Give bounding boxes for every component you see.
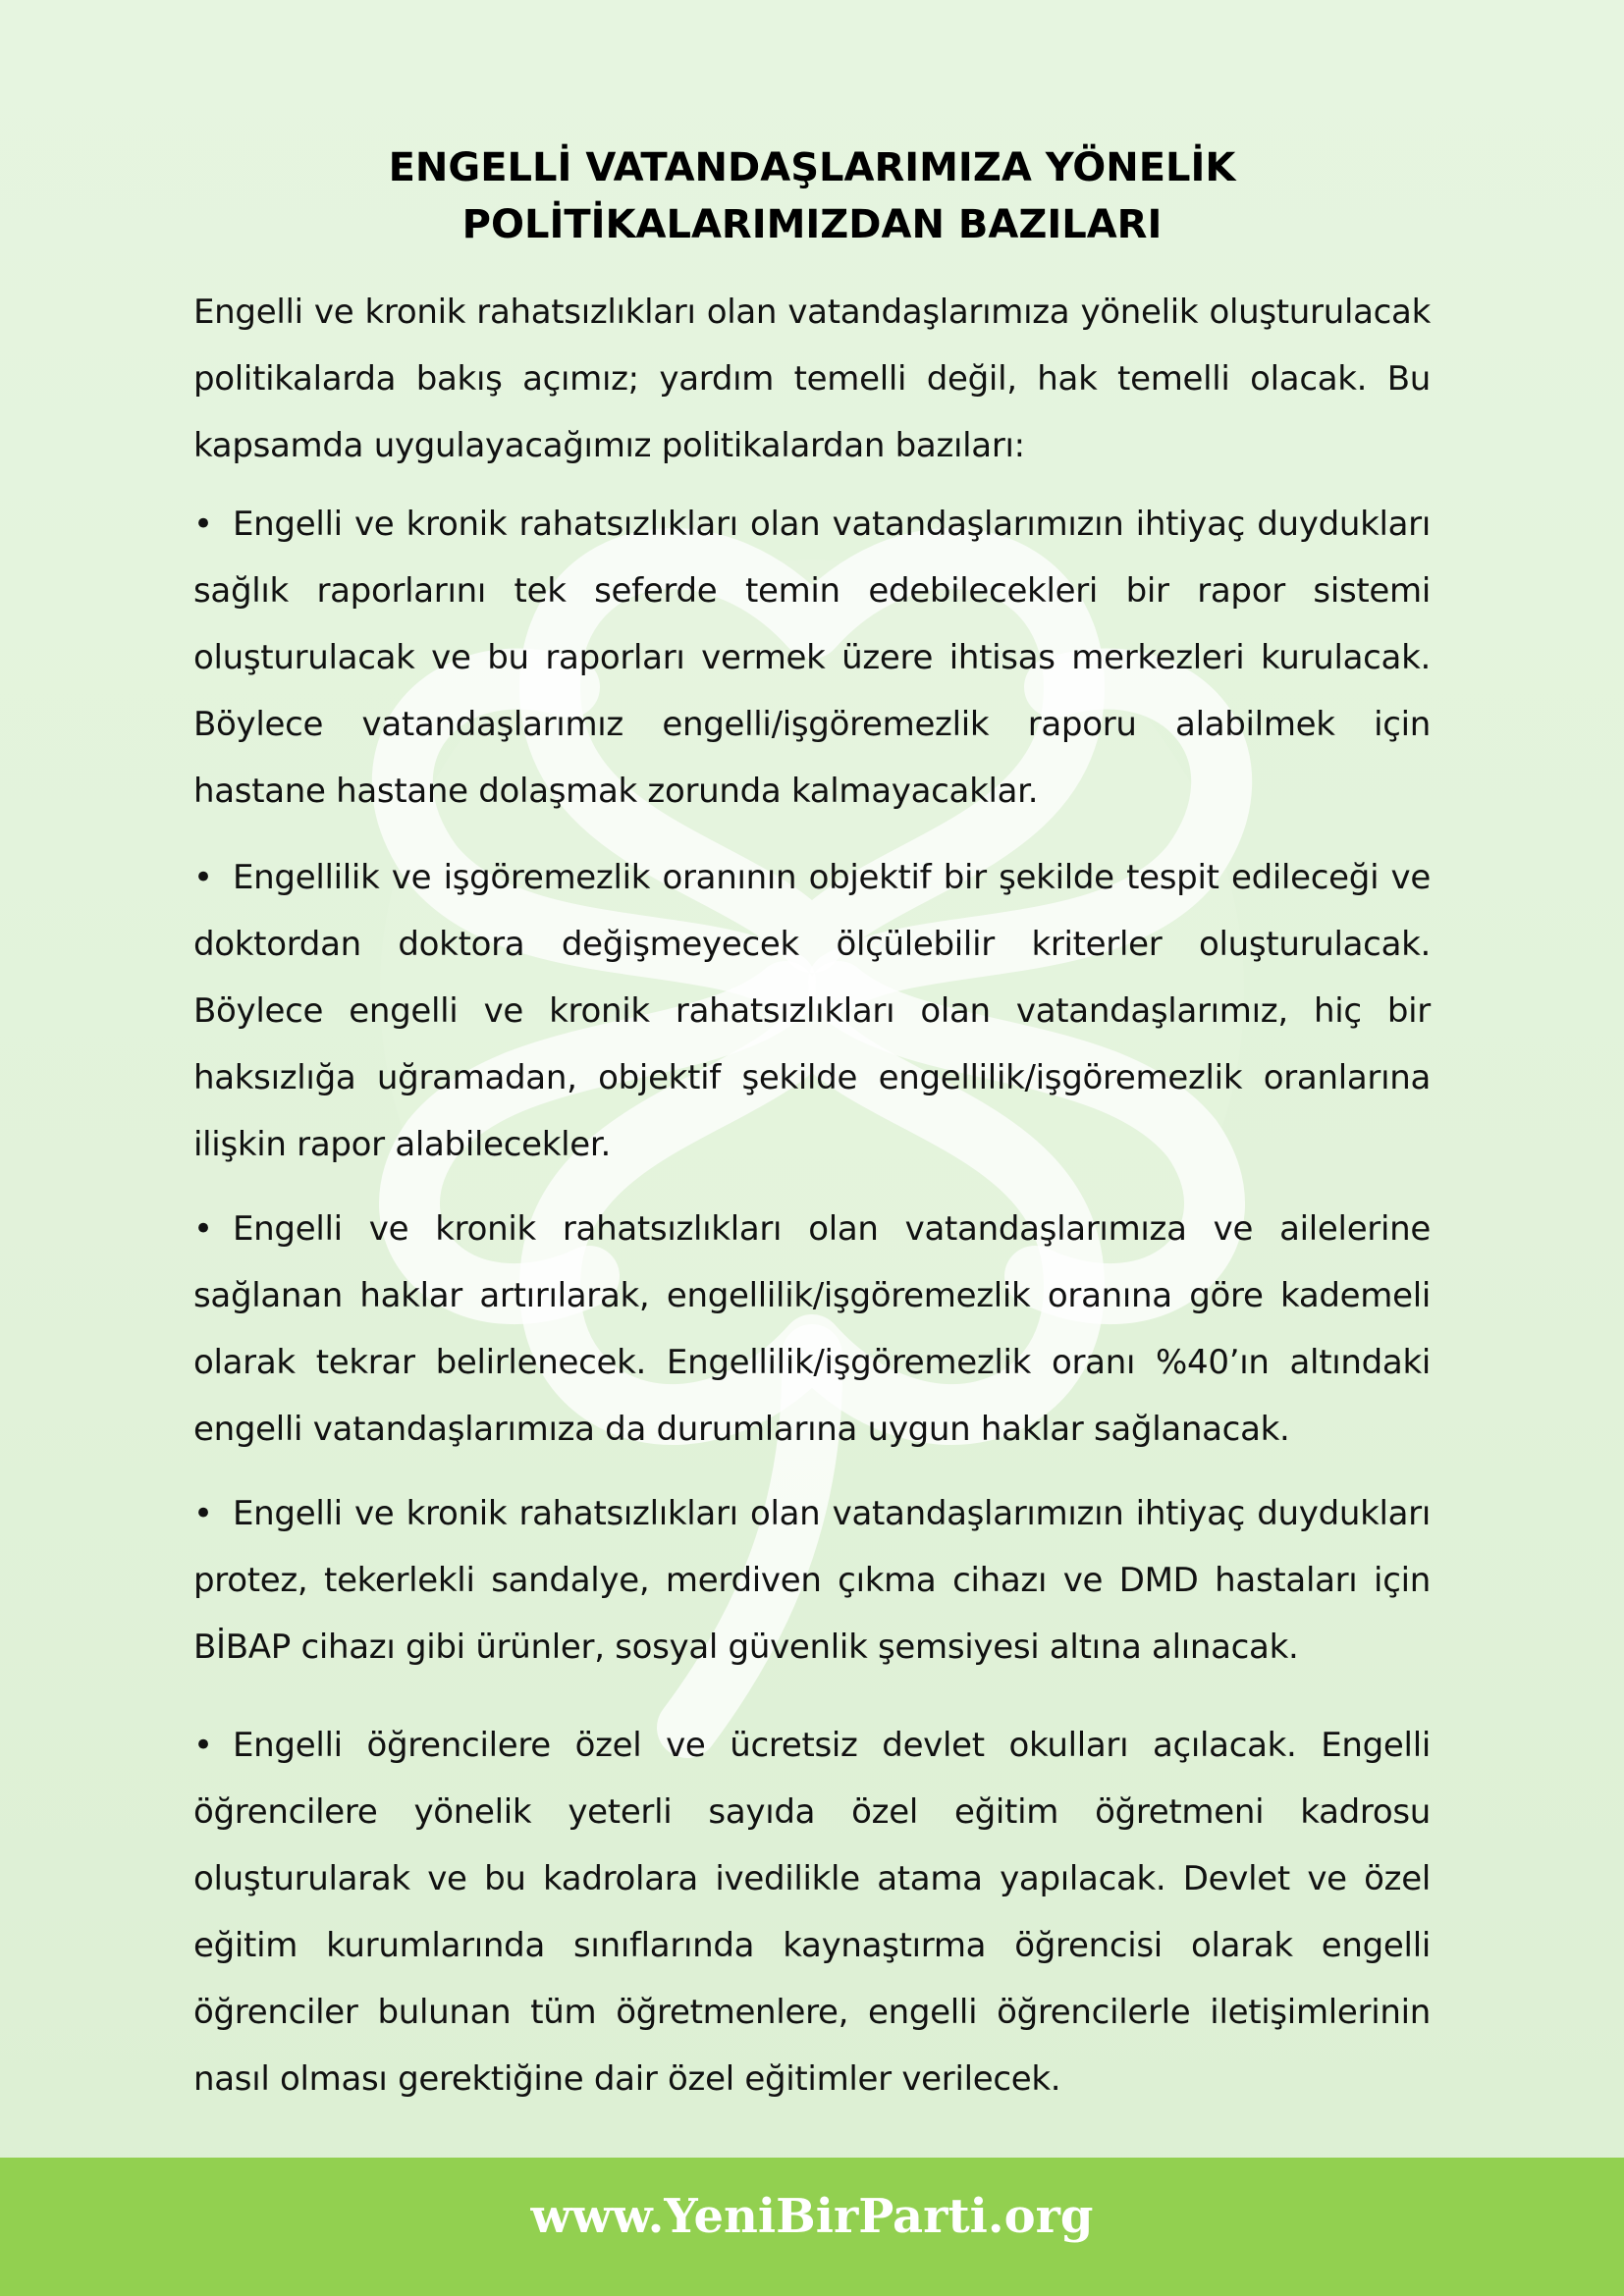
footer-band [0, 2158, 1624, 2296]
bullet-icon: • [193, 1209, 213, 1249]
policy-item-text: Engelli ve kronik rahatsızlıkları olan vatandaşlarımızın ihtiyaç duydukları sağlık raporlarını tek seferde temin edebilecekleri bir rapor sistemi oluşturulacak ve bu raporları vermek üzere ihtisas merkezleri kurulacak. Böylece vatandaşlarımız engelli/işgöremezlik raporu alabilmek için hastane hastane dolaşmak zorunda kalmayacaklar. [193, 505, 1431, 811]
bullet-icon: • [193, 1726, 213, 1765]
bullet-icon: • [193, 858, 213, 897]
policy-item-text: Engelli ve kronik rahatsızlıkları olan vatandaşlarımızın ihtiyaç duydukları protez, tekerlekli sandalye, merdiven çıkma cihazı ve DMD hastaları için BİBAP cihazı gibi ürünler, sosyal güvenlik şemsiyesi altına alınacak. [193, 1494, 1431, 1667]
intro-paragraph: Engelli ve kronik rahatsızlıkları olan vatandaşlarımıza yönelik oluşturulacak politikalarda bakış açımız; yardım temelli değil, hak temelli olacak. Bu kapsamda uygulayacağımız politikalardan bazıları: [193, 293, 1431, 465]
page-title [193, 139, 1431, 253]
policy-item-text: Engelli ve kronik rahatsızlıkları olan vatandaşlarımıza ve ailelerine sağlanan haklar artırılarak, engellilik/işgöremezlik oranına göre kademeli olarak tekrar belirlenecek. Engellilik/işgöremezlik oranı %40’ın altındaki engelli vatandaşlarımıza da durumlarına uygun haklar sağlanacak. [193, 1209, 1431, 1449]
policy-item-text: Engellilik ve işgöremezlik oranının objektif bir şekilde tespit edileceği ve doktordan doktora değişmeyecek ölçülebilir kriterler oluşturulacak. Böylece engelli ve kronik rahatsızlıkları olan vatandaşlarımız, hiç bir haksızlığa uğramadan, objektif şekilde engellilik/işgöremezlik oranlarına ilişkin rapor alabilecekler. [193, 858, 1431, 1164]
policy-item [193, 844, 1431, 1178]
bullet-icon: • [193, 505, 213, 544]
website-link[interactable]: www.YeniBirParti.org [530, 2189, 1094, 2244]
policy-item [193, 491, 1431, 825]
bullet-icon: • [193, 1494, 213, 1533]
title-line-1: ENGELLİ VATANDAŞLARIMIZA YÖNELİK [388, 145, 1236, 190]
title-line-2: POLİTİKALARIMIZDAN BAZILARI [461, 202, 1163, 247]
policy-item [193, 1480, 1431, 1681]
policy-item [193, 1196, 1431, 1463]
policy-item [193, 1712, 1431, 2112]
policy-item-text: Engelli öğrencilere özel ve ücretsiz devlet okulları açılacak. Engelli öğrencilere yönelik yeterli sayıda özel eğitim öğretmeni kadrosu oluşturularak ve bu kadrolara ivedilikle atama yapılacak. Devlet ve özel eğitim kurumlarında sınıflarında kaynaştırma öğrencisi olarak engelli öğrenciler bulunan tüm öğretmenlere, engelli öğrencilerle iletişimlerinin nasıl olması gerektiğine dair özel eğitimler verilecek. [193, 1726, 1431, 2099]
